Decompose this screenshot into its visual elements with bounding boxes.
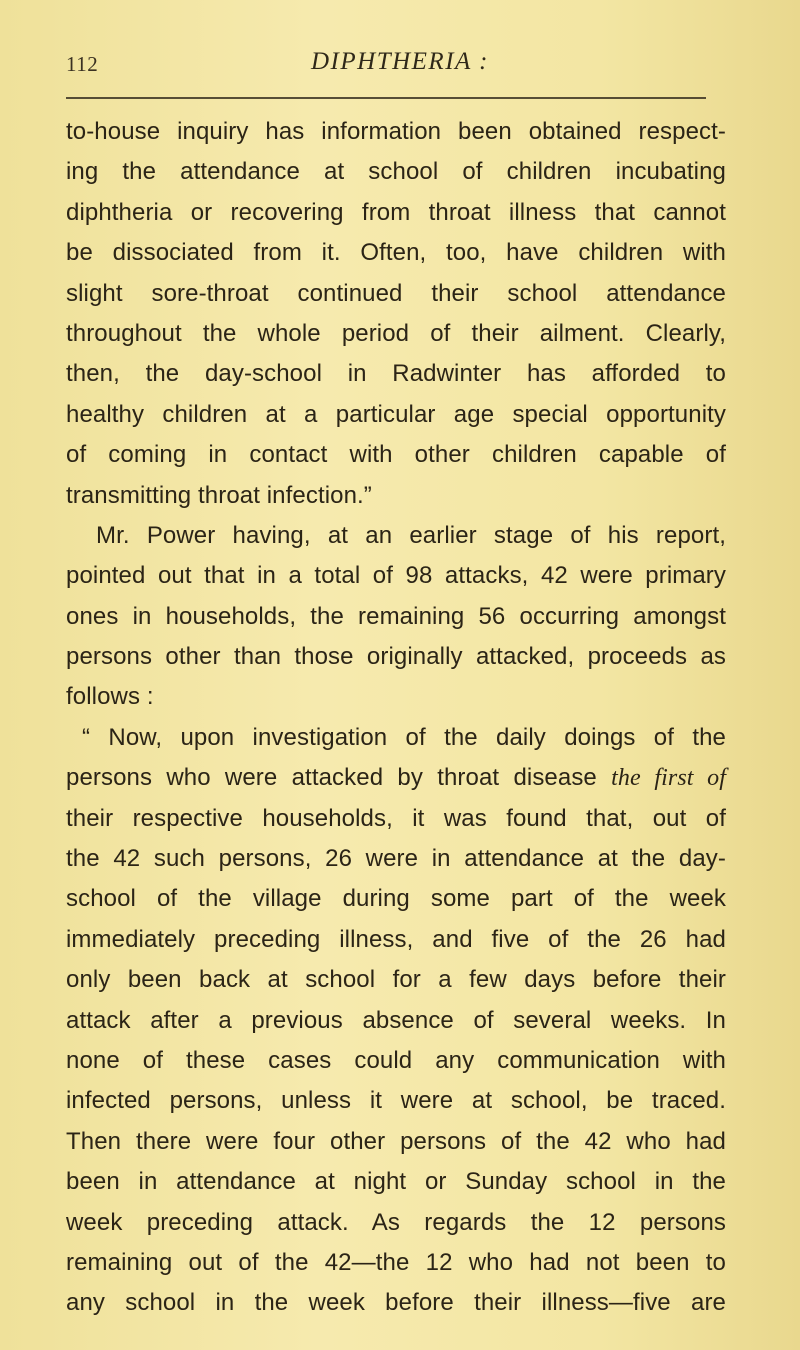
text-line: of coming in contact with other children capable of [66,441,726,469]
text-line: pointed out that in a total of 98 attacks, 42 were primary [66,562,726,590]
running-head [66,48,706,82]
text-line: remaining out of the 42—the 12 who had not been to [66,1248,726,1276]
text-line: any school in the week before their illness—five are [66,1289,726,1317]
text-line: to-house inquiry has information been obtained respect- [66,118,726,145]
header-rule [66,97,706,99]
text-line: slight sore-throat continued their school attendance [66,279,726,307]
text-line: ones in households, the remaining 56 occurring amongst [66,602,726,630]
text-line-with-italic [66,758,726,798]
chapter-title: DIPHTHERIA : [311,48,489,75]
text-line: been in attendance at night or Sunday school in the [66,1168,726,1196]
text-line: persons other than those originally attacked, proceeds as [66,643,726,671]
quotation-start-line: “ Now, upon investigation of the daily doings of the [82,723,726,751]
text-line: the 42 such persons, 26 were in attendance at the day- [66,845,726,873]
text-line: attack after a previous absence of several weeks. In [66,1006,726,1034]
italic-phrase: the first of [611,765,726,792]
text-line: school of the village during some part of the week [66,885,726,913]
text-line: healthy children at a particular age special opportunity [66,400,726,428]
text-line: none of these cases could any communication with [66,1046,726,1074]
text-line: infected persons, unless it were at school, be traced. [66,1087,726,1115]
text-line: ing the attendance at school of children incubating [66,158,726,186]
paragraph-start-line: Mr. Power having, at an earlier stage of his report, [96,521,726,549]
text-line: only been back at school for a few days before their [66,966,726,994]
body-text [66,112,726,1324]
text-line: transmitting throat infection.” [66,481,372,509]
text-line: their respective households, it was found that, out of [66,804,726,832]
text-line: Then there were four other persons of the 42 who had [66,1127,726,1155]
text-line: immediately preceding illness, and five of the 26 had [66,925,726,953]
text-segment: persons who were attacked by throat disease [66,764,612,792]
text-line: be dissociated from it. Often, too, have children with [66,239,726,267]
page-number: 112 [66,52,99,76]
text-line: then, the day-school in Radwinter has afforded to [66,360,726,388]
text-line: diphtheria or recovering from throat illness that cannot [66,198,726,226]
text-line: week preceding attack. As regards the 12 persons [66,1208,726,1236]
text-line: throughout the whole period of their ailment. Clearly, [66,319,726,347]
text-line: follows : [66,683,154,711]
